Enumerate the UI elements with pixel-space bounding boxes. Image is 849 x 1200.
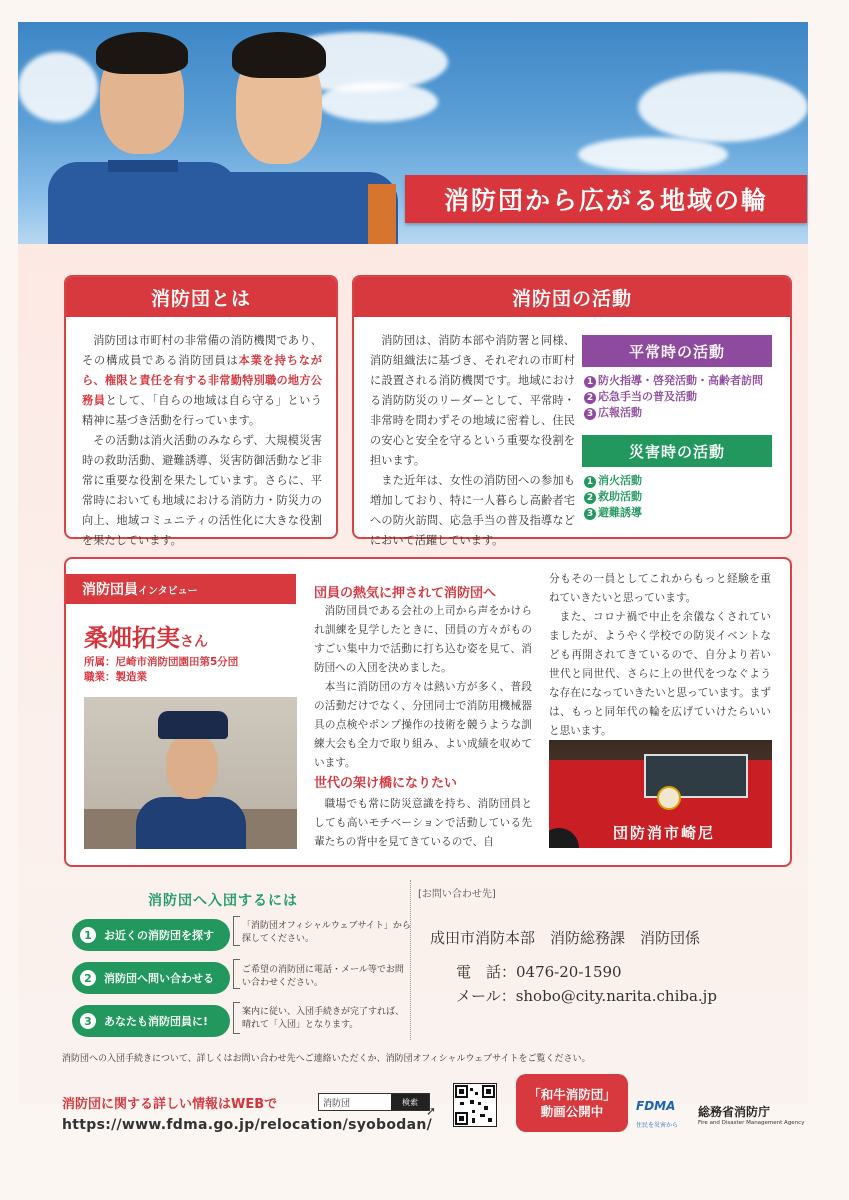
interview-heading-2: 世代の架け橋になりたい xyxy=(314,776,458,791)
list-item: 3 避難誘導 xyxy=(584,505,642,521)
contact-email: メール：shobo@city.narita.chiba.jp xyxy=(456,987,717,1005)
what-is-panel xyxy=(64,275,338,547)
activity-panel xyxy=(352,275,792,547)
join-title: 消防団へ入団するには xyxy=(148,893,298,909)
interview-heading-1: 団員の熱気に押されて消防団へ xyxy=(314,586,497,601)
list-item: 1 消火活動 xyxy=(584,473,642,489)
website-url: https://www.fdma.go.jp/relocation/syobodan/ xyxy=(62,1117,433,1133)
list-item: 2 応急手当の普及活動 xyxy=(584,389,763,405)
interview-text-2: 職場でも常に防災意識を持ち、消防団員としても高いモチベーションで活動している先輩たちの背中を見てきているので、自 xyxy=(314,798,532,848)
video-badge: 「和牛消防団」 動画公開中 xyxy=(516,1074,628,1132)
what-is-highlight: 本業を持ちながら、権限と責任を有する非常勤特別職の地方公務員 xyxy=(82,354,322,407)
interview-tag: 消防団員 インタビュー xyxy=(66,574,296,604)
cloud-shape xyxy=(638,72,808,142)
search-query: 消防団 xyxy=(323,1099,351,1109)
agency-name: 総務省消防庁 xyxy=(698,1105,771,1119)
normal-activity-heading: 平常時の活動 xyxy=(582,335,772,367)
search-box-graphic xyxy=(318,1093,430,1111)
qr-code-icon xyxy=(453,1083,497,1127)
firefighter-photo-right xyxy=(168,22,398,244)
cloud-shape xyxy=(578,137,728,172)
join-step-2-desc: ご希望の消防団に電話・メール等でお問い合わせください。 xyxy=(242,965,404,988)
fdma-logo-sub: 住民を災害から xyxy=(636,1122,679,1129)
contact-divider xyxy=(410,880,413,1040)
interviewee-name: 桑畑拓実さん xyxy=(84,624,208,652)
join-step-3-desc: 案内に従い、入団手続きが完了すれば、晴れて「入団」となります。 xyxy=(242,1007,405,1030)
what-is-text: 消防団は市町村の非常備の消防機関であり、その構成員である消防団員は本業を持ちながら、権限と責任を有する非常勤特別職の地方公務員として、「自らの地域は自ら守る」という精神に基づき活動を行っています。 その活動は消火活動のみならず、大規模災害時の救助活動、避難誘導、災害防御活動など非常に重要な役割を果たしています。さらに、平常時においても地域における消防力・防災力の向上、地域コミュニティの活性化に大きな役割を果たしています。 xyxy=(82,334,322,547)
disaster-activity-list xyxy=(584,473,642,521)
normal-activity-list xyxy=(584,373,763,421)
hero-title: 消防団から広がる地域の輪 xyxy=(405,175,807,223)
footer-note: 消防団への入団手続きについて、詳しくはお問い合わせ先へご連絡いただくか、消防団オフィシャルウェブサイトをご覧ください。 xyxy=(62,1054,591,1064)
list-item: 3 広報活動 xyxy=(584,405,763,421)
list-item: 2 救助活動 xyxy=(584,489,642,505)
disaster-activity-heading: 災害時の活動 xyxy=(582,435,772,467)
agency-name-en: Fire and Disaster Management Agency xyxy=(698,1120,805,1126)
emblem-icon xyxy=(657,786,681,810)
interviewee-photo xyxy=(84,697,297,849)
truck-lettering: 団防消市崎尼 xyxy=(613,824,716,842)
contact-department: 成田市消防本部 消防総務課 消防団係 xyxy=(430,929,701,947)
contact-label: [お問い合わせ先] xyxy=(418,889,496,900)
join-step-1-desc: 「消防団オフィシャルウェブサイト」から探してください。 xyxy=(242,921,411,944)
contact-phone: 電 話：0476-20-1590 xyxy=(456,963,622,981)
join-step-3: 3 あなたも消防団員に! xyxy=(72,1005,230,1037)
join-step-1: 1 お近くの消防団を探す xyxy=(72,919,230,951)
fdma-logo: FDMA xyxy=(636,1099,676,1113)
interview-text-3: 分もその一員としてこれからもっと経験を重ねていきたいと思っています。 また、コロナ禍で中止を余儀なくされていましたが、ようやく学校での防災イベントなども再開されてきているので、自分より若い世代と同世代、さらに上の世代をつなぐような存在になっていきたいと思っています。まずは、もっと同年代の輪を広げていけたらいいと思います。 xyxy=(549,573,771,737)
join-step-2: 2 消防団へ問い合わせる xyxy=(72,962,230,994)
what-is-heading: 消防団とは xyxy=(66,277,336,317)
cursor-icon: ➚ xyxy=(426,1104,437,1118)
list-item: 1 防火指導・啓発活動・高齢者訪問 xyxy=(584,373,763,389)
interview-text-1: 消防団員である会社の上司から声をかけられ訓練を見学したときに、団員の方々がものすごい集中力で活動に打ち込む姿を見て、消防団への入団を決めました。 本当に消防団の方々は熱い方が多く、普段の活動だけでなく、分団同士で消防用機械器具の点検やポンプ操作の技術を競うような訓練大会も全力で取り組み、よい成績を収めています。 xyxy=(314,605,532,769)
fire-truck-photo xyxy=(549,740,772,848)
activity-heading: 消防団の活動 xyxy=(354,277,790,317)
web-info-title: 消防団に関する詳しい情報はWEBで xyxy=(62,1097,278,1112)
interviewee-meta: 所属：尼崎市消防団園田第5分団 職業：製造業 xyxy=(84,656,239,683)
activity-text: 消防団は、消防本部や消防署と同様、消防組織法に基づき、それぞれの市町村に設置される消防機関です。地域における消防防災のリーダーとして、平常時・非常時を問わずその地域に密着し、住民の安心と安全を守るという重要な役割を担います。 また近年は、女性の消防団への参加も増加しており、特に一人暮らし高齢者宅への防火訪問、応急手当の普及指導などにおいて活躍しています。 xyxy=(370,334,575,547)
search-button-graphic: 検索 xyxy=(391,1094,429,1110)
